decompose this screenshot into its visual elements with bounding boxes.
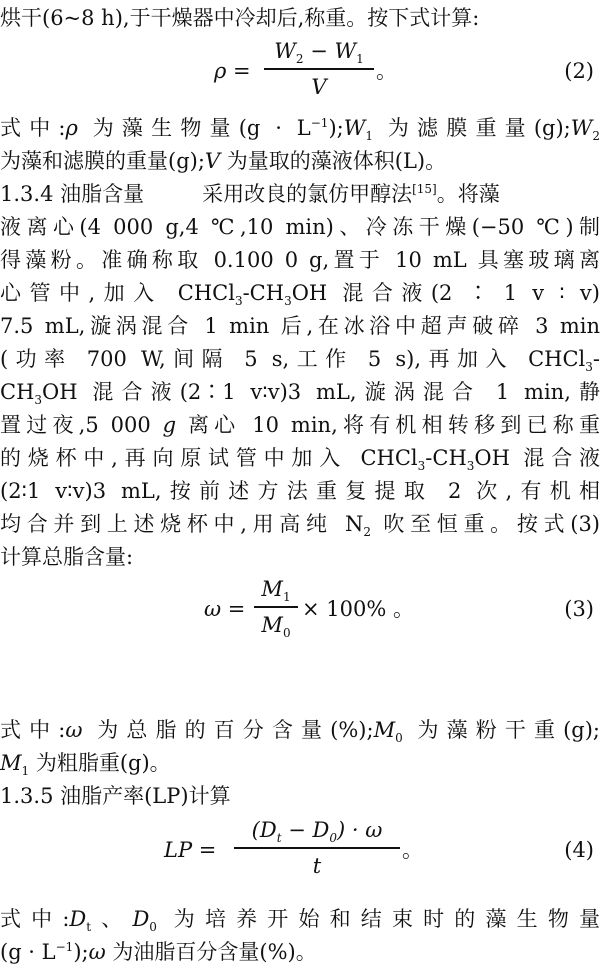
text-line: 置过夜,5 000 g 离心 10 min,将有机相转移到已称重 <box>0 413 600 437</box>
text-line: 烘干(6~8 h),于干燥器中冷却后,称重。按下式计算: <box>0 6 480 30</box>
equation-2: ρ = $W_2 - W_1$ V 。 (2) <box>0 36 600 106</box>
text-line: 液离心(4 000 g,4 ℃,10 min)、冷冻干燥(−50 ℃)制 <box>0 215 600 239</box>
text-line: (功率 700 W,间隔 5 s,工作 5 s),再加入 CHCl$_3$- <box>0 347 600 375</box>
equation-number: (4) <box>564 838 594 862</box>
equation-lhs: ω = <box>204 597 246 621</box>
fraction: $M_1$ $M_0$ <box>254 574 298 640</box>
equation-lhs: LP = <box>164 838 217 862</box>
fraction: $(D_t - D_0) \cdot \omega$ t <box>234 815 400 881</box>
equation-lhs: ρ = <box>214 59 251 83</box>
text-line: 为藻和滤膜的重量(g);V 为量取的藻液体积(L)。 <box>0 149 447 173</box>
text-line: 得藻粉。准确称取 0.100 0 g,置于 10 mL 具塞玻璃离 <box>0 248 600 272</box>
text-line: $(g \cdot L^{-1});\omega$ 为油脂百分含量(%)。 <box>0 940 317 964</box>
text-line: 式中$:D_t$、$D_0$ 为培养开始和结束时的藻生物量 <box>0 907 600 935</box>
fraction: $W_2 - W_1$ V <box>264 36 374 102</box>
text-line: 的烧杯中,再向原试管中加入 $CHCl_3-CH_3OH$ 混合液 <box>0 446 600 474</box>
equation-3: ω = $M_1$ $M_0$ × 100% 。 (3) <box>0 574 600 644</box>
section-heading-1-3-5: 1.3.5 油脂产率(LP)计算 <box>0 784 231 808</box>
text-line: (2∶1 v∶v)3 mL,按前述方法重复提取 2 次,有机相 <box>0 479 600 503</box>
text-line: 式中:ρ 为藻生物量$(g \cdot L^{-1});W_1$ 为滤膜重量$(g);W_2$ <box>0 116 600 144</box>
text-line: 计算总脂含量: <box>0 545 134 569</box>
text-line: $M_1$ 为粗脂重(g)。 <box>0 751 171 779</box>
text-line: 7.5 mL,漩涡混合 1 min 后,在冰浴中超声破碎 3 min <box>0 314 600 338</box>
text-line: 均合并到上述烧杯中,用高纯 $N_2$ 吹至恒重。按式(3) <box>0 512 600 540</box>
equation-4: LP = $(D_t - D_0) \cdot \omega$ t 。 (4) <box>0 815 600 885</box>
equation-number: (2) <box>564 59 594 83</box>
equation-number: (3) <box>564 597 594 621</box>
text-line: $CH_3OH$ 混合液(2∶1 v∶v)3 mL,漩涡混合 1 min,静 <box>0 380 600 408</box>
text-line: 心管中,加入 $CHCl_3-CH_3OH$ 混合液(2 ∶ 1 v ∶ v) <box>0 281 600 309</box>
text-line: 式中:ω 为总脂的百分含量$(\%);M_0$ 为藻粉干重(g); <box>0 718 600 746</box>
section-heading-1-3-4: 1.3.4 油脂含量 采用改良的氯仿甲醇法[15]。将藻 <box>0 182 500 206</box>
